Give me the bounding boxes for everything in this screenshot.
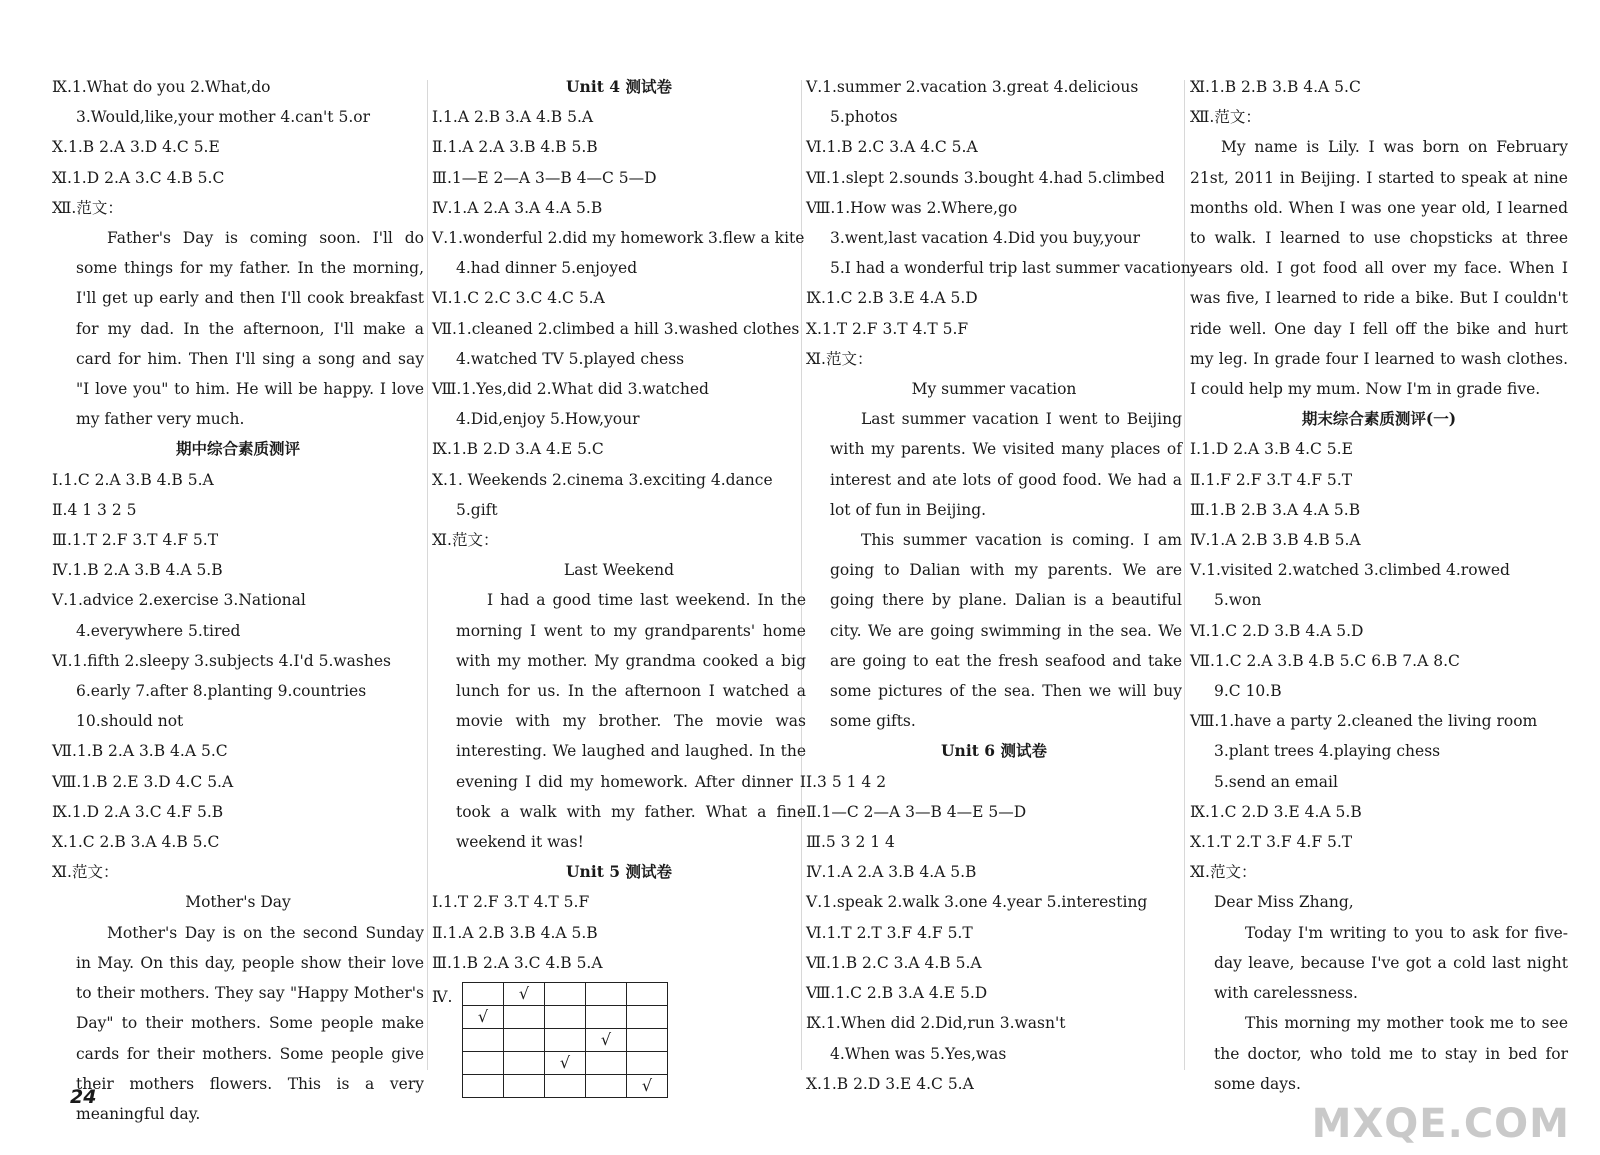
answer-line: Ⅶ.1.slept 2.sounds 3.bought 4.had 5.climbed: [806, 168, 1165, 187]
letter-paragraph: This morning my mother took me to see the doctor, who told me to stay in bed for some days.: [1214, 1014, 1568, 1093]
answer-line: 5.won: [1214, 591, 1262, 610]
answer-line: 4.everywhere 5.tired: [76, 621, 241, 640]
answer-line: 5.photos: [830, 108, 898, 127]
answer-line: Ⅶ.1.cleaned 2.climbed a hill 3.washed clothes: [432, 319, 800, 338]
answer-line: Ⅲ.5 3 2 1 4: [806, 833, 895, 852]
check-mark: √: [463, 1006, 504, 1029]
section-title: 期中综合素质测评: [175, 439, 300, 459]
section-label: Ⅻ.范文：: [52, 198, 123, 217]
check-grid: [462, 982, 668, 1098]
column-3: [806, 72, 1196, 1099]
answer-line: Ⅺ.1.B 2.B 3.B 4.A 5.C: [1190, 78, 1361, 96]
answer-line: Ⅵ.1.C 2.C 3.C 4.C 5.A: [432, 289, 605, 308]
answer-line: Ⅱ.1.A 2.A 3.B 4.B 5.B: [432, 138, 598, 157]
section-label: Ⅳ.: [432, 988, 453, 1007]
answer-line: Ⅸ.1.C 2.B 3.E 4.A 5.D: [806, 289, 978, 308]
section-label: Ⅺ.范文：: [52, 863, 119, 882]
answer-line: Ⅷ.1.B 2.E 3.D 4.C 5.A: [52, 772, 234, 791]
answer-line: 3.Would,like,your mother 4.can't 5.or: [76, 108, 370, 127]
column-1: [52, 72, 424, 1129]
page-number: 24: [70, 1086, 97, 1108]
answer-line: Ⅲ.1—E 2—A 3—B 4—C 5—D: [432, 168, 657, 187]
essay-title: Mother's Day: [185, 893, 291, 912]
answer-line: 4.watched TV 5.played chess: [456, 349, 685, 368]
answer-line: Ⅲ.1.T 2.F 3.T 4.F 5.T: [52, 531, 219, 550]
answer-line: Ⅳ.1.B 2.A 3.B 4.A 5.B: [52, 561, 223, 580]
answer-line: Ⅲ.1.B 2.B 3.A 4.A 5.B: [1190, 500, 1361, 519]
answer-line: Ⅷ.1.C 2.B 3.A 4.E 5.D: [806, 984, 988, 1003]
answer-line: Ⅲ.1.B 2.A 3.C 4.B 5.A: [432, 953, 603, 972]
essay-title: Last Weekend: [563, 561, 675, 580]
answer-line: Ⅰ.1.A 2.B 3.A 4.B 5.A: [432, 108, 594, 127]
answer-line: 5.gift: [456, 500, 498, 519]
answer-line: Ⅸ.1.C 2.D 3.E 4.A 5.B: [1190, 802, 1362, 821]
answer-line: Ⅰ.1.T 2.F 3.T 4.T 5.F: [432, 893, 590, 912]
answer-line: Ⅹ.1.B 2.D 3.E 4.C 5.A: [806, 1074, 974, 1093]
check-mark: √: [545, 1052, 586, 1075]
answer-line: Ⅹ.1.B 2.A 3.D 4.C 5.E: [52, 138, 220, 157]
answer-line: Ⅰ.3 5 1 4 2: [806, 772, 887, 791]
answer-line: 9.C 10.B: [1214, 682, 1282, 701]
answer-line: Ⅵ.1.T 2.T 3.F 4.F 5.T: [806, 923, 973, 942]
answer-line: Ⅷ.1.Yes,did 2.What did 3.watched: [432, 380, 709, 399]
letter-greeting: Dear Miss Zhang,: [1214, 893, 1354, 912]
answer-line: Ⅳ.1.A 2.A 3.B 4.A 5.B: [806, 863, 977, 882]
answer-line: 6.early 7.after 8.planting 9.countries: [76, 682, 367, 701]
check-mark: √: [627, 1075, 668, 1098]
section-label: Ⅻ.范文：: [1190, 108, 1261, 127]
answer-line: Ⅳ.1.A 2.A 3.A 4.A 5.B: [432, 198, 603, 217]
answer-line: Ⅳ.1.A 2.B 3.B 4.B 5.A: [1190, 531, 1361, 550]
column-divider: [427, 80, 428, 1070]
answer-line: 10.should not: [76, 712, 184, 731]
watermark: MXQE.COM: [1311, 1101, 1570, 1147]
answer-line: 3.went,last vacation 4.Did you buy,your: [830, 229, 1141, 248]
answer-line: Ⅸ.1.D 2.A 3.C 4.F 5.B: [52, 802, 224, 821]
answer-line: Ⅷ.1.have a party 2.cleaned the living room: [1190, 712, 1538, 731]
answer-line: Ⅸ.1.When did 2.Did,run 3.wasn't: [806, 1014, 1066, 1033]
check-grid-section: [432, 982, 806, 1098]
section-label: Ⅺ.范文：: [806, 349, 873, 368]
answer-line: 4.had dinner 5.enjoyed: [456, 259, 638, 278]
section-title: Unit 6 测试卷: [941, 741, 1047, 761]
answer-line: Ⅵ.1.B 2.C 3.A 4.C 5.A: [806, 138, 978, 157]
answer-line: Ⅸ.1.What do you 2.What,do: [52, 78, 271, 96]
answer-line: Ⅹ.1.T 2.F 3.T 4.T 5.F: [806, 319, 969, 338]
answer-line: Ⅹ.1. Weekends 2.cinema 3.exciting 4.dance: [432, 470, 773, 489]
answer-line: Ⅱ.4 1 3 2 5: [52, 500, 137, 519]
answer-line: Ⅸ.1.B 2.D 3.A 4.E 5.C: [432, 440, 604, 459]
answer-line: Ⅶ.1.C 2.A 3.B 4.B 5.C 6.B 7.A 8.C: [1190, 651, 1460, 670]
answer-line: Ⅴ.1.advice 2.exercise 3.National: [52, 591, 306, 610]
answer-line: Ⅱ.1.A 2.B 3.B 4.A 5.B: [432, 923, 598, 942]
column-divider: [1184, 80, 1185, 1070]
section-title: 期末综合素质测评(一): [1301, 409, 1457, 429]
column-4: [1190, 72, 1568, 1099]
check-mark: √: [504, 983, 545, 1006]
answer-line: Ⅴ.1.speak 2.walk 3.one 4.year 5.interesting: [806, 893, 1148, 912]
answer-line: Ⅰ.1.D 2.A 3.B 4.C 5.E: [1190, 440, 1353, 459]
answer-line: Ⅴ.1.wonderful 2.did my homework 3.flew a kite: [432, 229, 805, 248]
answer-line: 5.send an email: [1214, 772, 1338, 791]
answer-line: Ⅶ.1.B 2.C 3.A 4.B 5.A: [806, 953, 982, 972]
check-mark: √: [586, 1029, 627, 1052]
sample-essay: This summer vacation is coming. I am going to Dalian with my parents. We are going there by plane. Dalian is a beautiful city. We are going swimming in the sea. We are going to eat the fresh seafood and take some pictures of the sea. Then we will buy some gifts.: [830, 531, 1182, 731]
column-2: [432, 72, 806, 1098]
answer-line: Ⅱ.1.F 2.F 3.T 4.F 5.T: [1190, 470, 1353, 489]
answer-line: 3.plant trees 4.playing chess: [1214, 742, 1441, 761]
answer-line: Ⅵ.1.fifth 2.sleepy 3.subjects 4.I'd 5.washes: [52, 651, 391, 670]
answer-line: Ⅴ.1.visited 2.watched 3.climbed 4.rowed: [1190, 561, 1510, 580]
section-label: Ⅺ.范文：: [432, 531, 499, 550]
sample-essay: Father's Day is coming soon. I'll do some things for my father. In the morning, I'll get up early and then I'll cook breakfast for my dad. In the afternoon, I'll make a card for him. Then I'll sing a song and say "I love you" to him. He will be happy. I love my father very much.: [76, 229, 424, 429]
answer-line: Ⅹ.1.C 2.B 3.A 4.B 5.C: [52, 833, 220, 852]
answer-line: Ⅹ.1.T 2.T 3.F 4.F 5.T: [1190, 833, 1353, 852]
sample-essay: My name is Lily. I was born on February 21st, 2011 in Beijing. I started to speak at nine months old. When I was one year old, I learned to walk. I learned to use chopsticks at three years old. I got food all over my face. When I was five, I learned to ride a bike. But I couldn't ride well. One day I fell off the bike and hurt my leg. In grade four I learned to wash clothes. I could help my mum. Now I'm in grade five.: [1190, 138, 1568, 399]
essay-title: My summer vacation: [911, 380, 1077, 399]
answer-line: 5.I had a wonderful trip last summer vacation.: [830, 259, 1196, 278]
sample-essay: Last summer vacation I went to Beijing with my parents. We visited many places of interest and ate lots of good food. We had a lot of fun in Beijing.: [830, 410, 1182, 519]
answer-line: 4.Did,enjoy 5.How,your: [456, 410, 640, 429]
answer-line: Ⅵ.1.C 2.D 3.B 4.A 5.D: [1190, 621, 1364, 640]
answer-line: Ⅺ.1.D 2.A 3.C 4.B 5.C: [52, 168, 225, 187]
answer-line: Ⅶ.1.B 2.A 3.B 4.A 5.C: [52, 742, 228, 761]
sample-essay: Mother's Day is on the second Sunday in May. On this day, people show their love to their mothers. They say "Happy Mother's Day" to their mothers. Some people make cards for their mothers. Some people give their mothers flowers. This is a very meaningful day.: [76, 923, 424, 1123]
sample-essay: I had a good time last weekend. In the morning I went to my grandparents' home with my mother. My grandma cooked a big lunch for us. In the afternoon I watched a movie with my brother. The movie was interesting. We laughed and laughed. In the evening I did my homework. After dinner I took a walk with my father. What a fine weekend it was!: [456, 591, 806, 852]
answer-line: 4.When was 5.Yes,was: [830, 1044, 1007, 1063]
letter-paragraph: Today I'm writing to you to ask for five-day leave, because I've got a cold last night with carelessness.: [1214, 923, 1568, 1003]
answer-line: Ⅰ.1.C 2.A 3.B 4.B 5.A: [52, 470, 214, 489]
section-title: Unit 4 测试卷: [566, 77, 672, 96]
answer-line: Ⅴ.1.summer 2.vacation 3.great 4.delicious: [806, 78, 1139, 96]
answer-line: Ⅱ.1—C 2—A 3—B 4—E 5—D: [806, 802, 1027, 821]
answer-line: Ⅷ.1.How was 2.Where,go: [806, 198, 1018, 217]
section-title: Unit 5 测试卷: [566, 862, 672, 882]
section-label: Ⅺ.范文：: [1190, 863, 1257, 882]
